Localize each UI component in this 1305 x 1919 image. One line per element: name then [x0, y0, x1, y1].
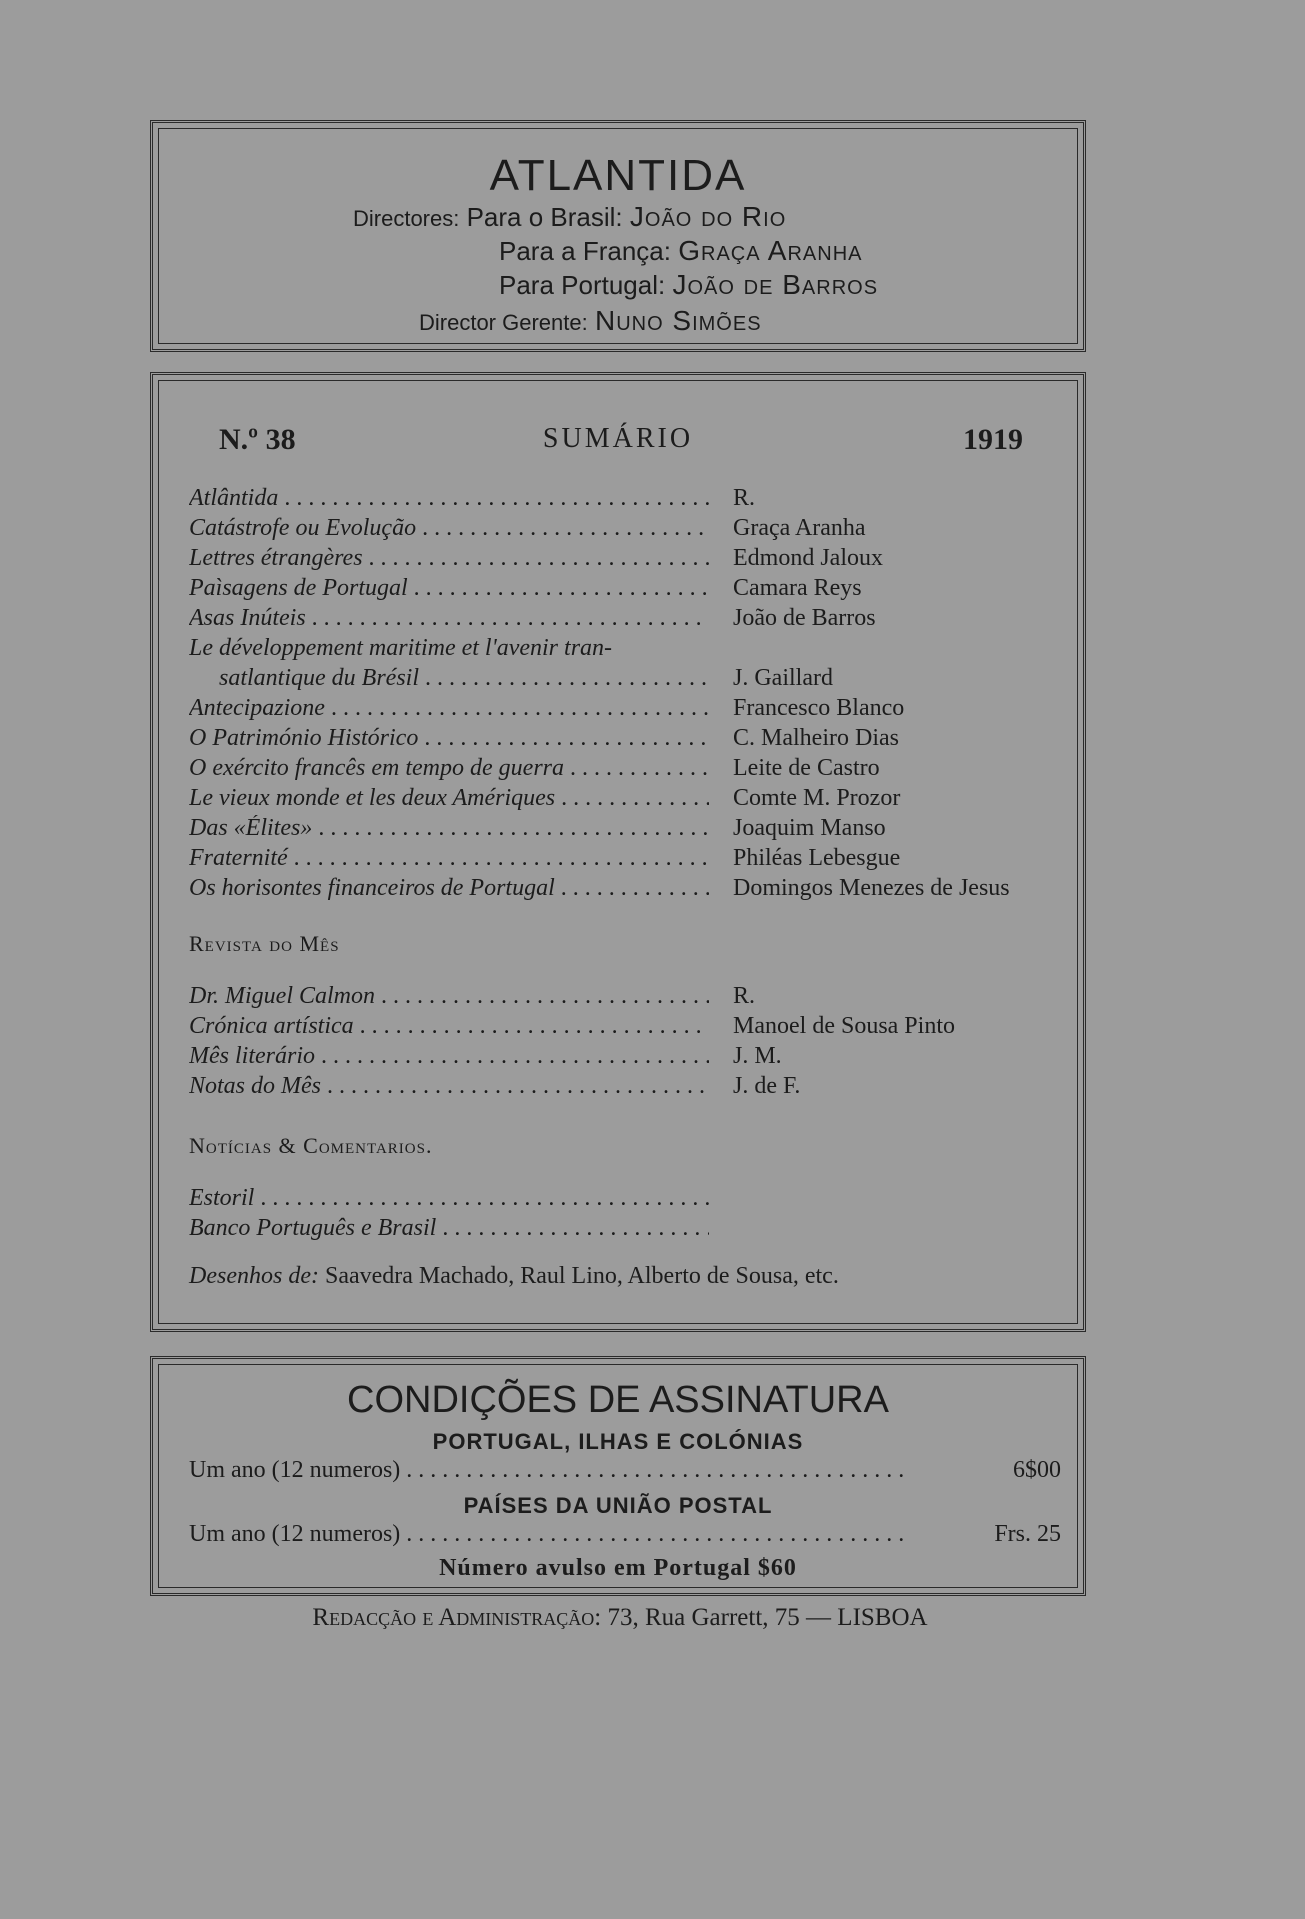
toc-item	[189, 755, 1079, 785]
issue-year: 1919	[963, 423, 1023, 456]
brasil-director: João do Rio	[629, 201, 787, 232]
noticias-heading: Notícias & Comentarios.	[189, 1133, 433, 1158]
toc-item	[189, 1073, 1079, 1103]
toc-item	[189, 695, 1079, 725]
gerente-label: Director Gerente:	[419, 310, 588, 335]
toc-item-title: Fraternité . . .	[189, 845, 709, 872]
toc-item	[189, 725, 1079, 755]
brasil-label: Para o Brasil:	[466, 202, 623, 232]
uniao-heading: PAÍSES DA UNIÃO POSTAL	[463, 1493, 773, 1518]
toc-item	[189, 575, 1079, 605]
issue-number: N.º 38	[219, 423, 296, 456]
gerente-line	[419, 305, 762, 337]
toc-item-author: R.	[733, 983, 756, 1009]
summary-box	[150, 372, 1086, 1332]
toc-item-author: Leite de Castro	[733, 755, 880, 781]
toc-item	[189, 605, 1079, 635]
toc-item-title: Asas Inúteis . . .	[189, 605, 709, 632]
revista-heading: Revista do Mês	[189, 931, 340, 956]
toc-item-author: J. M.	[733, 1043, 782, 1069]
toc-item-title: O Património Histórico . . .	[189, 725, 709, 752]
toc-item	[189, 515, 1079, 545]
toc-item	[189, 1013, 1079, 1043]
uniao-price: Frs. 25	[988, 1521, 1061, 1548]
toc-item-title: Le développement maritime et l'avenir tran-	[189, 635, 613, 661]
footer-label: Redacção e Administração:	[312, 1604, 602, 1631]
footer-address-text: 73, Rua Garrett, 75 — LISBOA	[607, 1604, 928, 1631]
franca-label: Para a França:	[499, 236, 671, 266]
toc-item-author: Manoel de Sousa Pinto	[733, 1013, 955, 1039]
portugal-price-label: Um ano (12 numeros) . . .	[189, 1457, 904, 1483]
toc-item-author: R.	[733, 485, 756, 511]
footer-address	[0, 1604, 1240, 1632]
toc-item-author: Comte M. Prozor	[733, 785, 901, 811]
portugal-label: Para Portugal:	[499, 270, 666, 300]
magazine-title: ATLANTIDA	[489, 151, 747, 200]
subscription-title: CONDIÇÕES DE ASSINATURA	[347, 1379, 889, 1421]
toc-item	[189, 485, 1079, 515]
franca-director: Graça Aranha	[678, 235, 863, 266]
drawings-names: Saavedra Machado, Raul Lino, Alberto de Sousa, etc.	[324, 1263, 839, 1289]
toc-item-author: Graça Aranha	[733, 515, 866, 541]
toc-item-author: Edmond Jaloux	[733, 545, 883, 571]
masthead-box	[150, 120, 1086, 352]
toc-item-author: Francesco Blanco	[733, 695, 905, 721]
portugal-price-row	[189, 1457, 1061, 1487]
toc-item-title: Atlântida . . .	[189, 485, 709, 512]
subscription-box	[150, 1356, 1086, 1596]
toc-item-title: satlantique du Brésil . . .	[219, 665, 709, 692]
toc-item-title: Notas do Mês . . .	[189, 1073, 709, 1100]
toc-item	[189, 785, 1079, 815]
toc-item-author: Camara Reys	[733, 575, 862, 601]
toc-item-author: João de Barros	[733, 605, 876, 631]
toc-item-author: C. Malheiro Dias	[733, 725, 899, 751]
portugal-heading: PORTUGAL, ILHAS E COLÓNIAS	[432, 1429, 804, 1454]
drawings-credit	[189, 1263, 839, 1290]
uniao-price-row	[189, 1521, 1061, 1551]
toc-item-author: J. Gaillard	[733, 665, 833, 691]
toc-item	[189, 1043, 1079, 1073]
summary-title: SUMÁRIO	[542, 423, 694, 454]
toc-item	[189, 635, 1079, 665]
portugal-director: João de Barros	[672, 269, 879, 300]
gerente-name: Nuno Simões	[594, 305, 762, 336]
toc-item-title: Os horisontes financeiros de Portugal . . .	[189, 875, 709, 902]
directors-franca-line	[499, 235, 862, 267]
toc-item	[189, 1215, 1079, 1245]
toc-item	[189, 545, 1079, 575]
toc-item-title: Catástrofe ou Evolução . . .	[189, 515, 709, 542]
directors-brasil-line	[353, 201, 786, 233]
toc-item-author: J. de F.	[733, 1073, 801, 1099]
single-issue-price: Número avulso em Portugal $60	[439, 1555, 797, 1581]
toc-item-author: Joaquim Manso	[733, 815, 886, 841]
toc-item-title: Lettres étrangères . . .	[189, 545, 709, 572]
uniao-price-label: Um ano (12 numeros) . . .	[189, 1521, 904, 1547]
toc-item-title: Paìsagens de Portugal . . .	[189, 575, 709, 602]
toc-item-author: Domingos Menezes de Jesus	[733, 875, 1010, 901]
toc-item-author: Philéas Lebesgue	[733, 845, 901, 871]
drawings-label: Desenhos de:	[189, 1263, 319, 1289]
toc-item-title: Banco Português e Brasil . . .	[189, 1215, 709, 1242]
toc-item	[189, 845, 1079, 875]
toc-item	[189, 1185, 1079, 1215]
directors-portugal-line	[499, 269, 878, 301]
toc-item-title: Antecipazione . . .	[189, 695, 709, 722]
toc-item-title: Estoril . . .	[189, 1185, 709, 1212]
directors-label: Directores:	[353, 206, 460, 231]
toc-item-title: Mês literário . . .	[189, 1043, 709, 1070]
toc-item	[189, 815, 1079, 845]
toc-item	[219, 665, 1079, 695]
toc-item	[189, 983, 1079, 1013]
toc-item-title: Crónica artística . . .	[189, 1013, 709, 1040]
toc-item-title: Dr. Miguel Calmon . . .	[189, 983, 709, 1010]
toc-item-title: Le vieux monde et les deux Amériques . . .	[189, 785, 709, 812]
toc-item	[189, 875, 1079, 905]
toc-item-title: O exército francês em tempo de guerra . . .	[189, 755, 709, 782]
portugal-price: 6$00	[1007, 1457, 1061, 1484]
toc-item-title: Das «Élites» . . .	[189, 815, 709, 842]
